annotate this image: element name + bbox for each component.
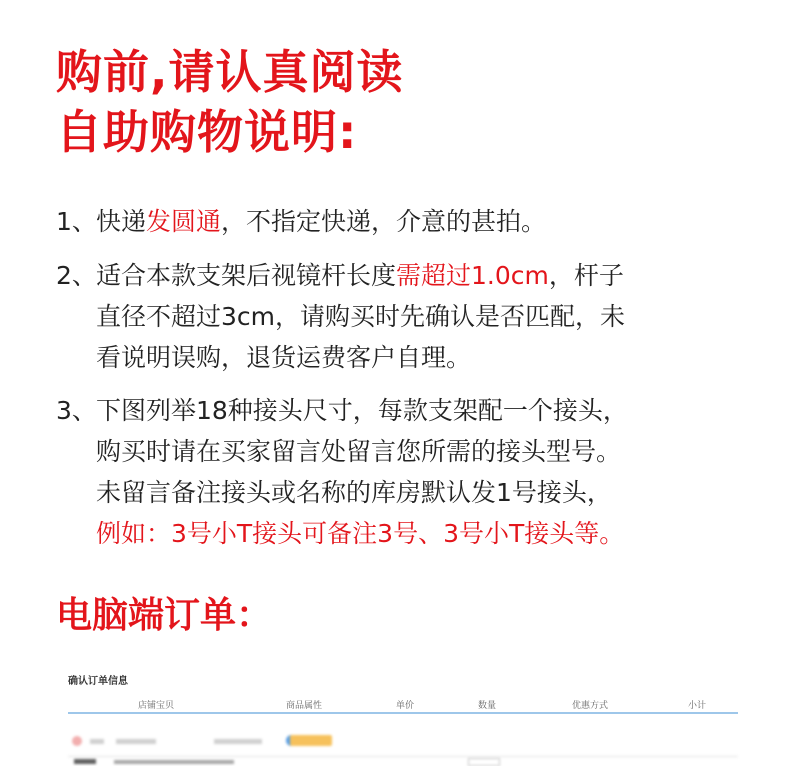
column-header: 数量 [478, 701, 497, 711]
item-line [56, 390, 628, 431]
instruction-item-1 [56, 201, 546, 242]
item-line [56, 337, 625, 378]
item-number: 3、 [56, 396, 97, 425]
instruction-item-3 [56, 390, 628, 554]
column-header: 单价 [396, 701, 415, 711]
item-text: 看说明误购，退货运费客户自理。 [96, 343, 472, 372]
page-title-line2: 自助购物说明: [56, 105, 358, 159]
column-header: 小计 [688, 701, 707, 711]
item-line [56, 472, 628, 513]
blurred-order-row [68, 726, 738, 764]
quantity-stepper [468, 758, 500, 766]
item-line [56, 296, 625, 337]
item-line [56, 513, 628, 554]
item-text: ，杆子 [548, 261, 624, 290]
item-text: 快递 [96, 207, 147, 236]
item-line [56, 201, 546, 242]
item-text: 未留言备注接头或名称的库房默认发1号接头， [96, 478, 612, 507]
item-number: 2、 [56, 261, 97, 290]
item-line [56, 431, 628, 472]
product-thumbnail [74, 759, 96, 764]
blurred-text [116, 739, 156, 744]
instruction-item-2 [56, 255, 625, 378]
item-highlight: 例如：3号小T接头可备注3号、3号小T接头等。 [96, 519, 625, 548]
page-title-line1: 购前,请认真阅读 [56, 45, 404, 99]
order-title: 确认订单信息 [68, 676, 128, 687]
item-text: ，不指定快递，介意的甚拍。 [221, 207, 547, 236]
order-screenshot [68, 668, 738, 764]
blurred-text [114, 760, 234, 764]
section-title-pc-order: 电脑端订单： [56, 595, 273, 636]
column-header: 优惠方式 [572, 701, 609, 711]
item-highlight: 发圆通 [146, 207, 222, 236]
item-text: 直径不超过3cm，请购买时先确认是否匹配，未 [96, 302, 626, 331]
item-text: 下图列举18种接头尺寸，每款支架配一个接头， [96, 396, 628, 425]
column-header: 店铺宝贝 [138, 701, 175, 711]
column-header: 商品属性 [286, 701, 323, 711]
item-text: 适合本款支架后视镜杆长度 [96, 261, 397, 290]
item-highlight: 需超过1.0cm [396, 261, 549, 290]
blurred-text [214, 739, 262, 744]
shop-icon [72, 736, 82, 746]
order-table-header [68, 696, 738, 714]
item-line [56, 255, 625, 296]
item-number: 1、 [56, 207, 97, 236]
blurred-text [90, 739, 104, 744]
item-text: 购买时请在买家留言处留言您所需的接头型号。 [96, 437, 622, 466]
promo-badge [290, 735, 332, 746]
